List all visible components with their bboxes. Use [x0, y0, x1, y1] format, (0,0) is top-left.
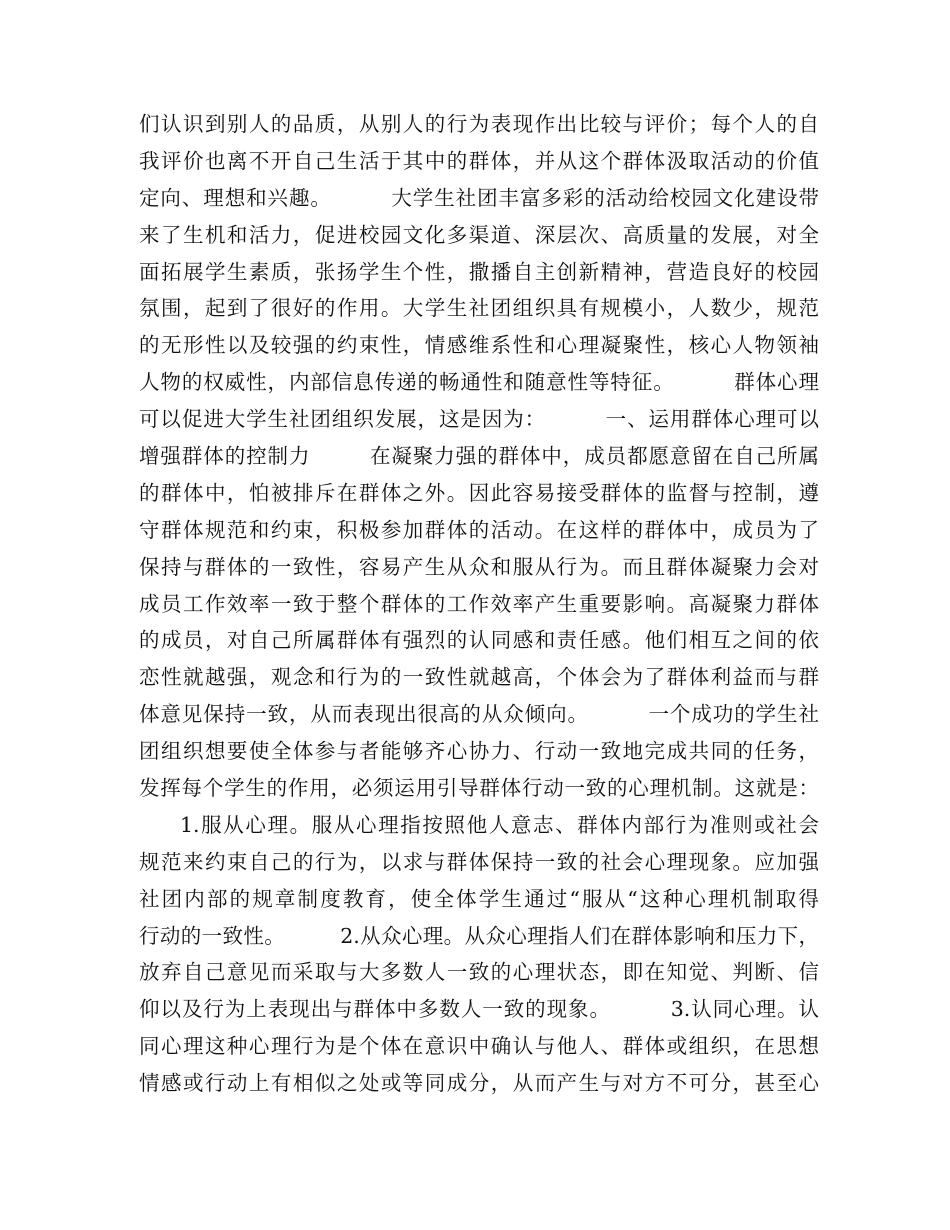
text-line: 行动的一致性。 2.从众心理。从众心理指人们在群体影响和压力下， [139, 923, 819, 948]
text-line: 的成员，对自己所属群体有强烈的认同感和责任感。他们相互之间的依 [139, 628, 819, 653]
text-line: 人物的权威性，内部信息传递的畅通性和随意性等特征。 群体心理 [139, 370, 819, 395]
text-line: 社团内部的规章制度教育，使全体学生通过“服从“这种心理机制取得 [139, 886, 819, 911]
text-line: 氛围，起到了很好的作用。大学生社团组织具有规模小，人数少，规范 [139, 296, 819, 321]
text-line: 1.服从心理。服从心理指按照他人意志、群体内部行为准则或社会 [180, 812, 819, 837]
text-line: 定向、理想和兴趣。 大学生社团丰富多彩的活动给校园文化建设带 [139, 185, 819, 210]
text-line: 增强群体的控制力 在凝聚力强的群体中，成员都愿意留在自己所属 [139, 444, 819, 469]
text-line: 仰以及行为上表现出与群体中多数人一致的现象。 3.认同心理。认 [139, 997, 819, 1022]
text-line: 团组织想要使全体参与者能够齐心协力、行动一致地完成共同的任务， [139, 739, 819, 764]
text-line: 保持与群体的一致性，容易产生从众和服从行为。而且群体凝聚力会对 [139, 554, 819, 579]
text-line: 情感或行动上有相似之处或等同成分，从而产生与对方不可分，甚至心 [139, 1071, 819, 1096]
text-line: 守群体规范和约束，积极参加群体的活动。在这样的群体中，成员为了 [139, 517, 819, 542]
text-line: 来了生机和活力，促进校园文化多渠道、深层次、高质量的发展，对全 [139, 222, 819, 247]
text-line: 同心理这种心理行为是个体在意识中确认与他人、群体或组织，在思想 [139, 1034, 819, 1059]
text-line: 们认识到别人的品质，从别人的行为表现作出比较与评价；每个人的自 [139, 112, 819, 136]
text-line: 成员工作效率一致于整个群体的工作效率产生重要影响。高凝聚力群体 [139, 591, 819, 616]
text-line: 我评价也离不开自己生活于其中的群体，并从这个群体汲取活动的价值 [139, 148, 819, 173]
body-text [139, 106, 819, 1102]
text-line: 放弃自己意见而采取与大多数人一致的心理状态，即在知觉、判断、信 [139, 960, 819, 985]
text-line: 发挥每个学生的作用，必须运用引导群体行动一致的心理机制。这就是： [139, 776, 819, 801]
text-line: 的无形性以及较强的约束性，情感维系性和心理凝聚性，核心人物领袖 [139, 333, 819, 358]
text-line: 可以促进大学生社团组织发展，这是因为： 一、运用群体心理可以 [139, 407, 819, 432]
text-line: 的群体中，怕被排斥在群体之外。因此容易接受群体的监督与控制，遵 [139, 480, 819, 505]
text-line: 面拓展学生素质，张扬学生个性，撒播自主创新精神，营造良好的校园 [139, 259, 819, 284]
text-line: 恋性就越强，观念和行为的一致性就越高，个体会为了群体利益而与群 [139, 665, 819, 690]
text-line: 规范来约束自己的行为，以求与群体保持一致的社会心理现象。应加强 [139, 849, 819, 874]
text-line: 体意见保持一致，从而表现出很高的从众倾向。 一个成功的学生社 [139, 702, 819, 727]
